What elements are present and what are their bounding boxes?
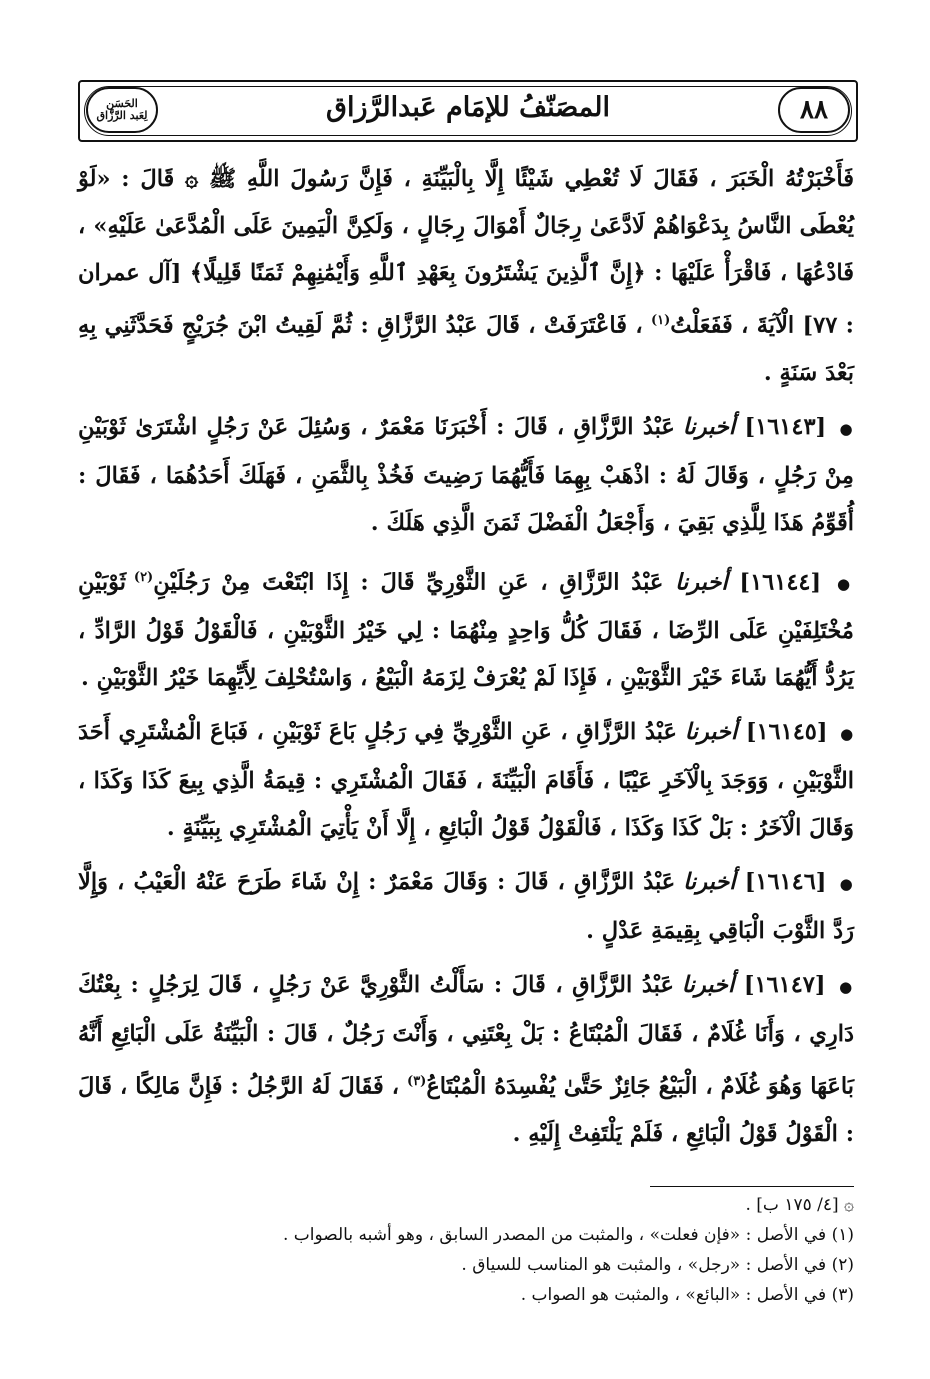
paragraph-text: فَأَخْبَرْتُهُ الْخَبَرَ ، فَقَالَ لَا تُعْطِي شَيْئًا إِلَّا بِالْبَيِّنَةِ ، فَإِنَّ رَسُولَ اللَّهِ ﷺ ۞ قَالَ : «لَوْ يُعْطَى النَّاسُ بِدَعْوَاهُمْ لَادَّعَىٰ رِجَالٌ أَمْوَالَ رِجَالٍ ، وَلَكِنَّ الْيَمِينَ عَلَى الْمُدَّعَىٰ عَلَيْهِ» ، فَادْعُهَا ، فَاقْرَأْ عَلَيْهَا : ﴿إِنَّ ٱلَّذِينَ يَشْتَرُونَ بِعَهْدِ ٱللَّهِ وَأَيْمَٰنِهِمْ ثَمَنًا قَلِيلًا﴾ [آل عمران : ٧٧] الْآيَةَ ، فَفَعَلْتُ — [78, 166, 854, 339]
paragraph-text: عَبْدُ الرَّزَّاقِ ، قَالَ : وَقَالَ مَعْمَرٌ : إِنْ شَاءَ طَرَحَ عَنْهُ الْعَيْبُ ، وَإِلَّا رَدَّ الثَّوْبَ الْبَاقِي بِقِيمَةِ عَدْلٍ . — [78, 869, 854, 944]
paragraph-text: عَبْدُ الرَّزَّاقِ ، عَنِ الثَّوْرِيِّ فِي رَجُلٍ بَاعَ ثَوْبَيْنِ ، فَبَاعَ الْمُشْتَرِي أَحَدَ الثَّوْبَيْنِ ، وَوَجَدَ بِالْآخَرِ عَيْبًا ، فَأَقَامَ الْبَيِّنَةَ ، فَقَالَ الْمُشْتَرِي : قِيمَةُ الَّذِي بِيعَ كَذَا وَكَذَا ، وَقَالَ الْآخَرُ : بَلْ كَذَا وَكَذَا ، فَالْقَوْلُ قَوْلُ الْبَائِعِ ، إِلَّا أَنْ يَأْتِيَ الْمُشْتَرِي بِبَيِّنَةٍ . — [78, 719, 854, 841]
hadith-16143 — [78, 404, 854, 547]
hadith-16146 — [78, 859, 854, 955]
emblem-line-2: لِعَبد الرَّزَّاق — [96, 109, 148, 122]
publisher-emblem — [86, 87, 158, 133]
footnote-2: (٢) في الأصل : «رجل» ، والمثبت هو المناسب للسياق . — [461, 1255, 854, 1275]
bullet-icon: ● — [836, 575, 854, 593]
footnote-divider — [650, 1186, 854, 1187]
footnote-marker: (٣) — [407, 1074, 427, 1089]
chain-abbrev: أخبرنا — [683, 869, 736, 895]
paragraph-text-cont: ، فَاعْتَرَفَتْ ، قَالَ عَبْدُ الرَّزَّاقِ : ثُمَّ لَقِيتُ ابْنَ جُرَيْجٍ فَحَدَّثَنِي بِهِ بَعْدَ سَنَةٍ . — [78, 312, 854, 386]
bullet-icon: ● — [839, 978, 854, 996]
chain-abbrev: أخبرنا — [681, 972, 735, 998]
paragraph-text: عَبْدُ الرَّزَّاقِ ، عَنِ الثَّوْرِيِّ قَالَ : إِذَا ابْتَعْتَ مِنْ رَجُلَيْنِ — [153, 569, 676, 595]
footnotes — [78, 1190, 854, 1310]
hadith-number: [١٦١٤٦] — [744, 869, 827, 895]
chain-abbrev: أخبرنا — [682, 413, 736, 440]
paragraph-text-cont: ثَوْبَيْنِ مُخْتَلِفَيْنِ عَلَى الرِّضَا ، فَقَالَ كُلُّ وَاحِدٍ مِنْهُمَا : لِي خَيْرُ الثَّوْبَيْنِ ، فَالْقَوْلُ قَوْلُ الرَّادِّ ، يَرُدُّ أَيُّهُمَا شَاءَ خَيْرَ الثَّوْبَيْنِ ، فَإِذَا لَمْ يُعْرَفْ لِزَمَهُ الْبَيْعُ ، وَاسْتُحْلِفَ لِأَيِّهِمَا خَيْرُ الثَّوْبَيْنِ . — [78, 569, 854, 691]
book-title: المصَنّفُ للإمَام عَبدالرَّزاق — [326, 92, 610, 123]
bullet-icon: ● — [839, 419, 855, 438]
hadith-16147 — [78, 962, 854, 1158]
chain-abbrev: أخبرنا — [675, 569, 728, 595]
footnote-manuscript-ref: ۞ [٤/ ١٧٥ ب] . — [745, 1195, 854, 1215]
emblem-line-1: الحَسَن — [106, 97, 138, 110]
footnote-marker: (١) — [650, 313, 671, 328]
hadith-number: [١٦١٤٧] — [743, 972, 826, 998]
hadith-number: [١٦١٤٥] — [745, 719, 828, 745]
paragraph-text: عَبْدُ الرَّزَّاقِ ، قَالَ : أَخْبَرَنَا مَعْمَرٌ ، وَسُئِلَ عَنْ رَجُلٍ اشْتَرَىٰ ثَوْبَيْنِ مِنْ رَجُلٍ ، وَقَالَ لَهُ : اذْهَبْ بِهِمَا فَأَيُّهُمَا رَضِيتَ فَخُذْ بِالثَّمَنِ ، فَهَلَكَ أَحَدُهُمَا ، فَقَالَ : أُقَوِّمُ هَذَا لِلَّذِي بَقِيَ ، وَأَجْعَلُ الْفَضْلَ ثَمَنَ الَّذِي هَلَكَ . — [78, 413, 854, 536]
bullet-icon: ● — [840, 725, 854, 743]
bullet-icon: ● — [839, 875, 854, 893]
paragraph-text-cont: ، فَقَالَ لَهُ الرَّجُلُ : فَإِنَّ مَالِكًا ، قَالَ : الْقَوْلُ قَوْلُ الْبَائِعِ ، فَلَمْ يَلْتَفِتْ إِلَيْهِ . — [78, 1073, 854, 1147]
paragraph-continuation — [78, 156, 854, 397]
hadith-number: [١٦١٤٤] — [739, 569, 822, 595]
footnote-3: (٣) في الأصل : «البائع» ، والمثبت هو الصواب . — [520, 1285, 854, 1305]
hadith-number: [١٦١٤٣] — [744, 413, 827, 440]
paragraph-text: عَبْدُ الرَّزَّاقِ ، قَالَ : سَأَلْتُ الثَّوْرِيَّ عَنْ رَجُلٍ ، قَالَ لِرَجُلٍ : بِعْتُكَ دَارِي ، وَأَنَا غُلَامٌ ، فَقَالَ الْمُبْتَاعُ : بَلْ بِعْتَنِي ، وَأَنْتَ رَجُلٌ ، قَالَ : الْبَيِّنَةُ عَلَى الْبَائِعِ أَنَّهُ بَاعَهَا وَهُوَ غُلَامٌ ، الْبَيْعُ جَائِزٌ حَتَّىٰ يُفْسِدَهُ الْمُبْتَاعُ — [78, 972, 854, 1100]
page-header — [78, 80, 858, 142]
hadith-16145 — [78, 709, 854, 852]
page-number: ٨٨ — [800, 95, 828, 125]
page-number-badge — [778, 87, 850, 133]
hadith-16144 — [78, 554, 854, 703]
footnote-marker: (٢) — [133, 569, 154, 585]
chain-abbrev: أخبرنا — [684, 719, 738, 745]
footnote-1: (١) في الأصل : «فإن فعلت» ، والمثبت من المصدر السابق ، وهو أشبه بالصواب . — [282, 1225, 854, 1245]
main-text — [78, 156, 854, 1165]
